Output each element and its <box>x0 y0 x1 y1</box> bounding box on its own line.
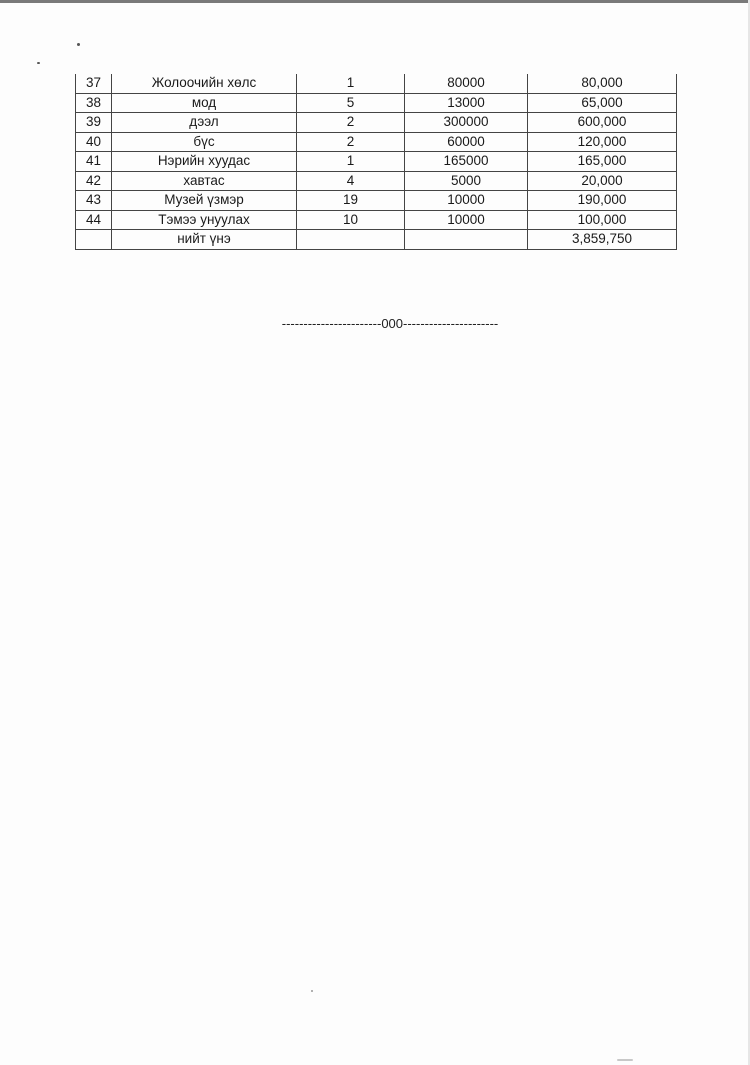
line-total: 190,000 <box>528 191 677 211</box>
unit-price: 60000 <box>405 132 528 152</box>
item-name: мод <box>112 93 297 113</box>
row-number: 43 <box>76 191 112 211</box>
table-row <box>76 171 677 191</box>
item-quantity: 4 <box>297 171 405 191</box>
table-row <box>76 113 677 133</box>
end-of-document-mark: -----------------------000---------------------- <box>281 316 499 331</box>
table-row <box>76 210 677 230</box>
scan-top-edge <box>0 0 750 3</box>
table-row <box>76 152 677 172</box>
line-total: 600,000 <box>528 113 677 133</box>
unit-price: 10000 <box>405 191 528 211</box>
line-total: 65,000 <box>528 93 677 113</box>
unit-price: 5000 <box>405 171 528 191</box>
row-number: 38 <box>76 93 112 113</box>
item-name: хавтас <box>112 171 297 191</box>
scan-speck <box>37 62 40 64</box>
item-quantity: 5 <box>297 93 405 113</box>
summary-row <box>76 230 677 250</box>
line-total: 120,000 <box>528 132 677 152</box>
row-number: 41 <box>76 152 112 172</box>
line-total: 165,000 <box>528 152 677 172</box>
item-quantity: 1 <box>297 152 405 172</box>
grand-total: 3,859,750 <box>528 230 677 250</box>
item-quantity: 2 <box>297 113 405 133</box>
item-quantity: 2 <box>297 132 405 152</box>
table-row <box>76 132 677 152</box>
unit-price: 165000 <box>405 152 528 172</box>
row-number: 39 <box>76 113 112 133</box>
cost-table <box>75 74 677 250</box>
item-name: Музей үзмэр <box>112 191 297 211</box>
row-number: 44 <box>76 210 112 230</box>
summary-quantity-cell <box>297 230 405 250</box>
table-row <box>76 191 677 211</box>
row-number: 40 <box>76 132 112 152</box>
item-quantity: 10 <box>297 210 405 230</box>
summary-label: нийт үнэ <box>112 230 297 250</box>
item-name: дээл <box>112 113 297 133</box>
item-name: бүс <box>112 132 297 152</box>
line-total: 80,000 <box>528 74 677 93</box>
unit-price: 300000 <box>405 113 528 133</box>
item-name: Жолоочийн хөлс <box>112 74 297 93</box>
item-name: Нэрийн хуудас <box>112 152 297 172</box>
item-quantity: 19 <box>297 191 405 211</box>
unit-price: 13000 <box>405 93 528 113</box>
item-quantity: 1 <box>297 74 405 93</box>
item-name: Тэмээ унуулах <box>112 210 297 230</box>
unit-price: 80000 <box>405 74 528 93</box>
row-number: 37 <box>76 74 112 93</box>
table-row <box>76 93 677 113</box>
unit-price: 10000 <box>405 210 528 230</box>
scan-speck <box>311 990 313 992</box>
table-row <box>76 74 677 93</box>
row-number: 42 <box>76 171 112 191</box>
summary-price-cell <box>405 230 528 250</box>
scan-speck <box>617 1059 633 1061</box>
line-total: 20,000 <box>528 171 677 191</box>
summary-number-cell <box>76 230 112 250</box>
line-total: 100,000 <box>528 210 677 230</box>
scan-speck <box>77 43 80 46</box>
